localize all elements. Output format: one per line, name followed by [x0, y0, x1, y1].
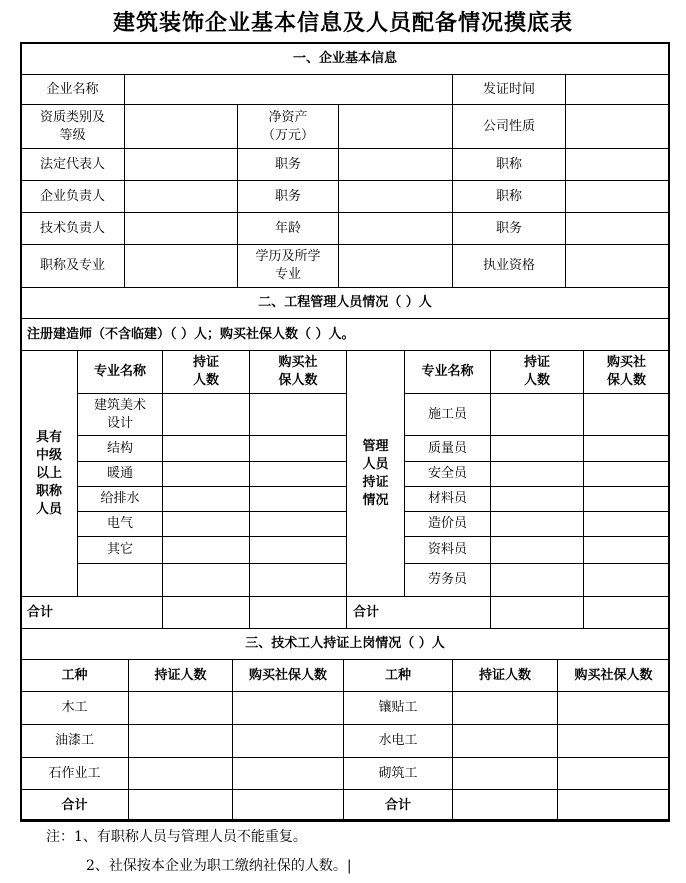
left-major-row-1	[77, 393, 163, 436]
left-cert-input-1[interactable]	[162, 393, 250, 436]
section2-heading-text: 二、工程管理人员情况（ ）人	[258, 295, 432, 310]
left-total-label	[20, 596, 163, 629]
note-1: 注：1、有职称人员与管理人员不能重复。	[46, 829, 307, 845]
left-social-input-7[interactable]	[249, 563, 347, 597]
left-col-social	[249, 350, 347, 394]
right-major-row-6	[404, 536, 491, 564]
right-trade-row-2	[343, 724, 453, 758]
company-nature-label	[452, 104, 566, 149]
tech-head-field3-label	[452, 212, 566, 245]
left-major-row-4	[77, 486, 163, 512]
net-assets-input[interactable]	[338, 104, 453, 149]
tech-head-label	[20, 212, 125, 245]
company-nature-input[interactable]	[565, 104, 670, 149]
tech-head-field2-label-text: 年龄	[274, 220, 301, 236]
right-social-input-2[interactable]	[583, 435, 670, 462]
right-major-row-2-text: 质量员	[427, 440, 467, 456]
left-total-social[interactable]	[249, 596, 347, 629]
title-major-input[interactable]	[124, 244, 238, 288]
left-cert-input-6[interactable]	[162, 536, 250, 564]
left-col-social	[232, 659, 344, 692]
tech-head-field2-input[interactable]	[338, 212, 453, 245]
left-col-social-text-2: 保人数	[278, 373, 318, 388]
education-input[interactable]	[338, 244, 453, 288]
left-total-label-text: 合计	[27, 604, 54, 620]
right-col-social	[583, 350, 670, 394]
left-cert-input-4[interactable]	[162, 486, 250, 512]
section3-heading	[20, 628, 670, 660]
right-col-social	[557, 659, 670, 692]
right-major-row-5-text: 造价员	[427, 516, 467, 531]
right-trade-row-2-text: 水电工	[378, 733, 418, 748]
right-group-label-text-4: 情况	[362, 492, 389, 508]
company-head-field3-label	[452, 180, 566, 213]
company-head-field2-label	[237, 180, 339, 213]
left-group-label	[20, 350, 78, 597]
tech-head-field2-label	[237, 212, 339, 245]
right-col-social-text-1: 购买社	[606, 355, 646, 370]
right-major-row-7	[404, 563, 491, 597]
net-assets-label-text-2: （万元）	[261, 127, 314, 143]
left-group-label-text-4: 职称	[35, 483, 62, 499]
legal-rep-field2-label	[237, 148, 339, 181]
left-col-cert-text: 持证人数	[154, 667, 207, 683]
left-trade-total-label-text: 合计	[61, 797, 88, 813]
left-major-row-6-text: 其它	[106, 542, 133, 557]
note-2: 2、社保按本企业为职工缴纳社保的人数。|	[86, 858, 352, 874]
right-total-cert[interactable]	[490, 596, 584, 629]
right-trade-social-input-2[interactable]	[557, 724, 670, 758]
left-trade-row-3-text: 石作业工	[48, 765, 101, 781]
legal-rep-field3-label	[452, 148, 566, 181]
left-trade-row-2-text: 油漆工	[54, 733, 94, 748]
net-assets-label-text-1: 净资产	[268, 109, 308, 125]
left-col-social-text-1: 购买社	[278, 355, 318, 370]
company-head-label-text: 企业负责人	[39, 188, 105, 204]
left-col-cert-text-2: 人数	[192, 373, 219, 388]
right-trade-total-social[interactable]	[557, 789, 670, 822]
right-cert-input-3[interactable]	[490, 461, 584, 487]
legal-rep-field2-label-text: 职务	[274, 156, 301, 172]
left-trade-row-1-text: 木工	[61, 700, 88, 715]
right-total-label	[346, 596, 491, 629]
left-trade-row-1	[20, 691, 129, 725]
right-col-major-text: 专业名称	[421, 364, 474, 379]
company-head-field2-label-text: 职务	[274, 188, 301, 204]
left-cert-input-7[interactable]	[162, 563, 250, 597]
company-head-label	[20, 180, 125, 213]
legal-rep-field2-input[interactable]	[338, 148, 453, 181]
qualification-label-text-1: 资质类别及	[39, 109, 105, 125]
title-major-label	[20, 244, 125, 288]
right-cert-input-7[interactable]	[490, 563, 584, 597]
form-title: 建筑装饰企业基本信息及人员配备情况摸底表	[112, 11, 573, 36]
left-major-row-2-text: 结构	[106, 440, 133, 456]
issue-date-label-text: 发证时间	[482, 81, 535, 97]
left-social-input-2[interactable]	[249, 435, 347, 462]
left-major-row-1-text-2: 设计	[106, 415, 133, 431]
right-trade-cert-input-2[interactable]	[452, 724, 558, 758]
right-col-social-text: 购买社保人数	[574, 667, 653, 683]
legal-rep-input[interactable]	[124, 148, 238, 181]
left-col-social-text: 购买社保人数	[248, 667, 327, 683]
tech-head-field3-input[interactable]	[565, 212, 670, 245]
right-major-row-6-text: 资料员	[427, 542, 467, 557]
company-nature-label-text: 公司性质	[482, 118, 535, 134]
left-col-trade-text: 工种	[61, 667, 88, 683]
right-group-label-text-3: 持证	[362, 474, 389, 490]
left-trade-cert-input-3[interactable]	[128, 757, 233, 790]
net-assets-label	[237, 104, 339, 149]
right-major-row-1-text: 施工员	[427, 406, 467, 422]
left-col-cert	[128, 659, 233, 692]
legal-rep-label-text: 法定代表人	[39, 156, 105, 172]
tech-head-input[interactable]	[124, 212, 238, 245]
left-trade-total-label	[20, 789, 129, 822]
left-social-input-3[interactable]	[249, 461, 347, 487]
left-social-input-6[interactable]	[249, 536, 347, 564]
left-total-cert[interactable]	[162, 596, 250, 629]
right-social-input-5[interactable]	[583, 511, 670, 537]
right-social-input-3[interactable]	[583, 461, 670, 487]
company-head-field3-label-text: 职称	[495, 188, 522, 204]
right-trade-row-1-text: 镶贴工	[378, 700, 418, 715]
left-major-row-5	[77, 511, 163, 537]
right-social-input-4[interactable]	[583, 486, 670, 512]
right-major-row-4-text: 材料员	[427, 491, 467, 506]
right-major-row-2	[404, 435, 491, 462]
company-head-input[interactable]	[124, 180, 238, 213]
practice-qual-input[interactable]	[565, 244, 670, 288]
left-col-trade	[20, 659, 129, 692]
left-trade-total-social[interactable]	[232, 789, 344, 822]
right-col-cert-text: 持证人数	[478, 667, 531, 683]
right-group-label	[346, 350, 405, 597]
right-major-row-4	[404, 486, 491, 512]
left-social-input-1[interactable]	[249, 393, 347, 436]
left-trade-social-input-3[interactable]	[232, 757, 344, 790]
right-col-cert	[452, 659, 558, 692]
education-label	[237, 244, 339, 288]
right-social-input-7[interactable]	[583, 563, 670, 597]
builders-line	[20, 318, 670, 351]
right-social-input-1[interactable]	[583, 393, 670, 436]
practice-qual-label-text: 执业资格	[482, 258, 535, 273]
left-cert-input-5[interactable]	[162, 511, 250, 537]
right-major-row-3	[404, 461, 491, 487]
qualification-label	[20, 104, 125, 149]
left-col-cert	[162, 350, 250, 394]
title-major-label-text: 职称及专业	[39, 258, 105, 273]
right-trade-social-input-1[interactable]	[557, 691, 670, 725]
left-trade-row-3	[20, 757, 129, 790]
left-col-major-text: 专业名称	[93, 364, 146, 379]
right-col-cert	[490, 350, 584, 394]
right-trade-cert-input-3[interactable]	[452, 757, 558, 790]
company-head-field2-input[interactable]	[338, 180, 453, 213]
builders-line-text: 注册建造师（不含临建）（ ）人；购买社保人数（ ）人。	[27, 326, 355, 342]
right-col-trade-text: 工种	[384, 667, 411, 683]
right-trade-total-label	[343, 789, 453, 822]
left-trade-cert-input-1[interactable]	[128, 691, 233, 725]
left-social-input-4[interactable]	[249, 486, 347, 512]
section3-heading-text: 三、技术工人持证上岗情况（ ）人	[245, 636, 445, 651]
right-trade-total-cert[interactable]	[452, 789, 558, 822]
left-trade-cert-input-2[interactable]	[128, 724, 233, 758]
left-major-row-2	[77, 435, 163, 462]
right-col-cert-text-1: 持证	[523, 355, 550, 370]
left-group-label-text-1: 具有	[35, 429, 62, 445]
left-major-row-1-text-1: 建筑美术	[93, 397, 146, 413]
left-major-row-3-text: 暖通	[106, 466, 133, 481]
right-trade-total-label-text: 合计	[384, 797, 411, 813]
left-social-input-5[interactable]	[249, 511, 347, 537]
left-col-major	[77, 350, 163, 394]
right-col-cert-text-2: 人数	[523, 373, 550, 388]
left-trade-social-input-2[interactable]	[232, 724, 344, 758]
left-cert-input-3[interactable]	[162, 461, 250, 487]
practice-qual-label	[452, 244, 566, 288]
legal-rep-field3-input[interactable]	[565, 148, 670, 181]
left-trade-total-cert[interactable]	[128, 789, 233, 822]
right-major-row-3-text: 安全员	[427, 466, 467, 481]
left-trade-row-2	[20, 724, 129, 758]
company-name-label	[20, 74, 125, 105]
left-cert-input-2[interactable]	[162, 435, 250, 462]
right-major-row-1	[404, 393, 491, 436]
right-trade-row-3-text: 砌筑工	[378, 765, 418, 781]
section1-heading-text: 一、企业基本信息	[292, 50, 397, 66]
right-social-input-6[interactable]	[583, 536, 670, 564]
left-major-row-3	[77, 461, 163, 487]
left-major-row-4-text: 给排水	[100, 491, 140, 506]
qualification-label-text-2: 等级	[59, 127, 86, 143]
qualification-input[interactable]	[124, 104, 238, 149]
company-head-field3-input[interactable]	[565, 180, 670, 213]
education-label-text-1: 学历及所学	[255, 249, 321, 264]
right-col-trade	[343, 659, 453, 692]
right-trade-social-input-3[interactable]	[557, 757, 670, 790]
tech-head-label-text: 技术负责人	[39, 220, 105, 236]
right-cert-input-6[interactable]	[490, 536, 584, 564]
right-cert-input-5[interactable]	[490, 511, 584, 537]
section1-heading	[20, 42, 670, 75]
left-group-label-text-5: 人员	[35, 501, 62, 517]
section2-heading	[20, 287, 670, 319]
left-group-label-text-3: 以上	[35, 465, 62, 481]
right-cert-input-1[interactable]	[490, 393, 584, 436]
legal-rep-field3-label-text: 职称	[495, 156, 522, 172]
tech-head-field3-label-text: 职务	[495, 220, 522, 236]
left-col-cert-text-1: 持证	[192, 355, 219, 370]
right-cert-input-2[interactable]	[490, 435, 584, 462]
company-name-label-text: 企业名称	[46, 81, 99, 97]
right-major-row-5	[404, 511, 491, 537]
right-group-label-text-2: 人员	[362, 456, 389, 472]
right-major-row-7-text: 劳务员	[427, 572, 467, 587]
issue-date-input[interactable]	[565, 74, 670, 105]
legal-rep-label	[20, 148, 125, 181]
left-group-label-text-2: 中级	[35, 447, 62, 463]
right-col-social-text-2: 保人数	[606, 373, 646, 388]
left-major-row-6	[77, 536, 163, 564]
right-total-label-text: 合计	[353, 604, 380, 620]
left-trade-social-input-1[interactable]	[232, 691, 344, 725]
education-label-text-2: 专业	[274, 267, 301, 282]
company-name-input[interactable]	[124, 74, 453, 105]
left-major-row-5-text: 电气	[106, 516, 133, 531]
issue-date-label	[452, 74, 566, 105]
right-total-social[interactable]	[583, 596, 670, 629]
right-cert-input-4[interactable]	[490, 486, 584, 512]
right-trade-cert-input-1[interactable]	[452, 691, 558, 725]
right-trade-row-1	[343, 691, 453, 725]
left-major-row-7	[77, 563, 163, 597]
right-group-label-text-1: 管理	[362, 438, 389, 454]
right-trade-row-3	[343, 757, 453, 790]
right-col-major	[404, 350, 491, 394]
